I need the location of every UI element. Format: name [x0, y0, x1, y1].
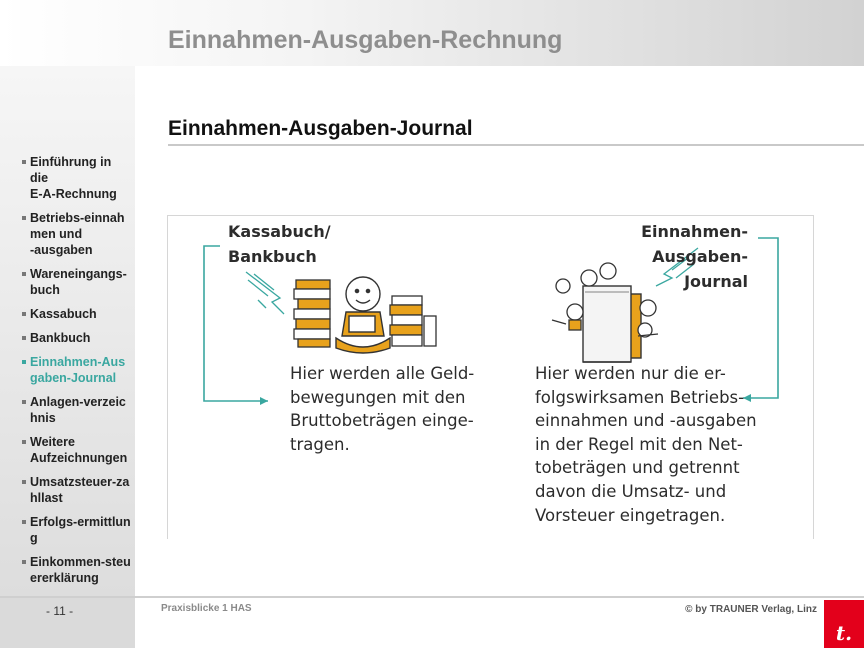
section-divider [168, 144, 864, 146]
logo-text: t. [835, 621, 853, 645]
bullet-icon [22, 312, 26, 316]
footer-copyright: © by TRAUNER Verlag, Linz [685, 604, 817, 615]
description-line: einnahmen und -ausgaben [535, 411, 757, 431]
sidebar-nav-item[interactable] [0, 266, 138, 298]
sidebar-nav-item[interactable] [0, 474, 138, 506]
sidebar-nav-label: Umsatzsteuer-za hllast [30, 475, 130, 505]
page-number: - 11 - [46, 604, 74, 618]
sidebar-nav-item[interactable] [0, 306, 138, 322]
footer-course: Praxisblicke 1 HAS [161, 603, 252, 614]
left-arrowhead [260, 397, 268, 405]
sidebar-nav-item[interactable] [0, 354, 138, 386]
person-laptop-icon [336, 277, 390, 353]
bullet-icon [22, 480, 26, 484]
sidebar-nav-item[interactable] [0, 394, 138, 426]
description-line: Hier werden alle Geld- [290, 364, 475, 383]
description-left [290, 362, 474, 456]
description-line: davon die Umsatz- und [535, 481, 727, 501]
bullet-icon [22, 360, 26, 364]
sidebar-nav-label: Einkommen-steu ererklärung [30, 555, 131, 585]
description-line: Bruttobeträgen einge- [290, 411, 474, 431]
label-line: Kassabuch/ [228, 222, 331, 241]
description-line: Hier werden nur die er- [535, 364, 726, 383]
label-line: Einnahmen-Ausgaben- [641, 222, 748, 266]
sidebar-nav-item[interactable] [0, 154, 138, 202]
journal-book-icon [583, 286, 641, 362]
sidebar-nav-item[interactable] [0, 554, 138, 586]
sidebar-nav [0, 154, 140, 594]
bullet-icon [22, 160, 26, 164]
sidebar-nav-label: Kassabuch [30, 307, 97, 321]
bullet-icon [22, 336, 26, 340]
bullet-icon [22, 216, 26, 220]
sidebar-nav-label: Einnahmen-Aus gaben-Journal [30, 355, 126, 385]
label-journal [570, 219, 748, 294]
sidebar-nav-label: Einführung in die E-A-Rechnung [30, 155, 117, 201]
description-line: tragen. [290, 434, 350, 454]
bullet-icon [22, 272, 26, 276]
journal-figure [167, 215, 814, 539]
bullet-icon [22, 520, 26, 524]
bullet-icon [22, 560, 26, 564]
section-title: Einnahmen-Ausgaben-Journal [168, 117, 473, 140]
sidebar-nav-item[interactable] [0, 434, 138, 466]
description-line: Vorsteuer eingetragen. [535, 505, 726, 525]
description-line: in der Regel mit den Net- [535, 434, 743, 454]
label-kassabuch [228, 219, 331, 269]
sidebar-nav-item[interactable] [0, 514, 138, 546]
trauner-logo [824, 600, 864, 648]
label-line: Journal [684, 272, 748, 291]
sidebar-nav-item[interactable] [0, 330, 138, 346]
description-line: tobeträgen und getrennt [535, 458, 740, 478]
description-line: bewegungen mit den [290, 387, 466, 407]
description-right [535, 362, 757, 527]
sidebar-nav-label: Weitere Aufzeichnungen [30, 435, 128, 465]
left-bracket-arrow [204, 246, 268, 401]
bullet-icon [22, 440, 26, 444]
sidebar-nav-label: Wareneingangs- buch [30, 267, 127, 297]
bullet-icon [22, 400, 26, 404]
sparkle-icon [246, 272, 284, 314]
books-stack-icon [294, 280, 330, 347]
sidebar-nav-item[interactable] [0, 210, 138, 258]
page-title: Einnahmen-Ausgaben-Rechnung [168, 26, 563, 54]
books-stack-icon [390, 296, 436, 346]
description-line: folgswirksamen Betriebs- [535, 387, 745, 407]
sidebar-nav-label: Betriebs-einnah men und -ausgaben [30, 211, 125, 257]
sidebar-nav-label: Bankbuch [30, 331, 91, 345]
sidebar-nav-label: Erfolgs-ermittlun g [30, 515, 131, 545]
label-line: Bankbuch [228, 247, 317, 266]
sidebar-nav-label: Anlagen-verzeic hnis [30, 395, 126, 425]
